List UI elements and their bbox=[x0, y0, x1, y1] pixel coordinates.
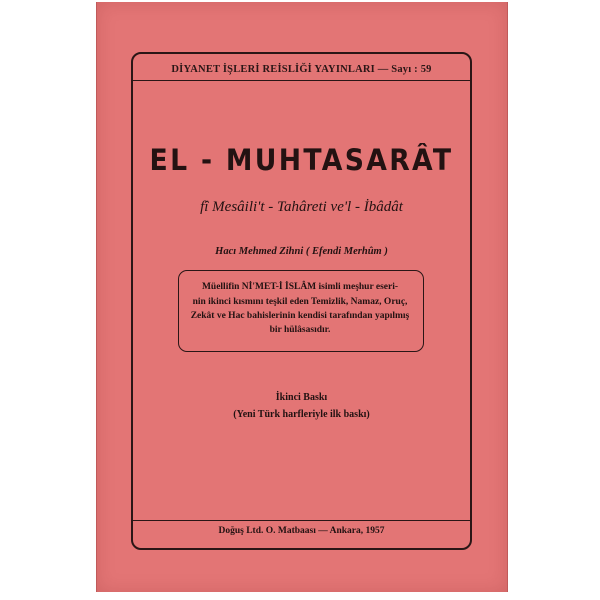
edition-label: İkinci Baskı bbox=[275, 392, 328, 403]
description-line-1: Müellifin Nİ'MET-İ İSLÂM isimli meşhur eseri- bbox=[201, 282, 399, 292]
book-subtitle: fî Mesâili't - Tahâreti ve'l - İbâdât bbox=[200, 199, 403, 215]
header-divider bbox=[133, 80, 470, 81]
series-header: DİYANET İŞLERİ REİSLİĞİ YAYINLARI — Sayı : 59 bbox=[171, 64, 432, 75]
footer-divider bbox=[133, 520, 470, 521]
publisher-imprint: Doğuş Ltd. O. Matbaası — Ankara, 1957 bbox=[218, 526, 385, 536]
description-line-3: Zekât ve Hac bahislerinin kendisi tarafından yapılmış bbox=[190, 311, 410, 321]
book-author: Hacı Mehmed Zihni ( Efendi Merhûm ) bbox=[215, 246, 388, 257]
description-line-2: nin ikinci kısmını teşkil eden Temizlik, Namaz, Oruç, bbox=[192, 297, 408, 307]
description-line-4: bir hülâsasıdır. bbox=[269, 325, 331, 335]
edition-note: (Yeni Türk harfleriyle ilk baskı) bbox=[233, 409, 370, 420]
book-title: EL - MUHTASARÂT bbox=[149, 143, 454, 177]
